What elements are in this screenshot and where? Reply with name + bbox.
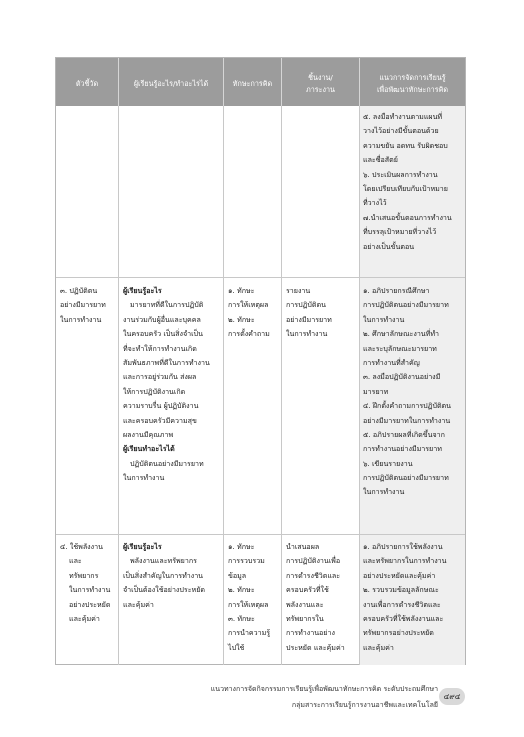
text-line: การทำงานอย่างมีมารยาท	[363, 444, 442, 454]
text-line: ในการทำงาน	[60, 314, 102, 324]
row-divider	[56, 277, 465, 278]
text-line: ผลงานมีคุณภาพ	[123, 429, 174, 439]
text-line: ๔. ใช้พลังงาน	[60, 542, 103, 551]
text-line: ให้การปฏิบัติงานเกิด	[123, 386, 186, 396]
text-line: ๖. ประเมินผลการทำงาน	[363, 169, 438, 179]
text-line: การให้เหตุผล	[228, 599, 269, 609]
text-line: ความขยัน อดทน รับผิดชอบ	[363, 140, 448, 150]
text-line: ประหยัด และคุ้มค่า	[286, 642, 345, 652]
text-line: ในครอบครัว เป็นสิ่งจำเป็น	[123, 329, 203, 339]
text-line: งานร่วมกับผู้อื่นและบุคคล	[123, 314, 201, 324]
text-line: ๓. ปฏิบัติตน	[60, 286, 98, 295]
text-line: ที่บรรลุเป้าหมายที่วางไว้	[363, 227, 437, 237]
table-row-2-learning	[123, 540, 205, 612]
text-line: ในการทำงาน	[363, 487, 405, 497]
text-line: อย่างประหยัด	[69, 599, 111, 609]
header-approach	[360, 58, 465, 106]
text-line: ผู้เรียนรู้อะไร	[123, 286, 162, 295]
text-line: ภาระงาน	[306, 85, 335, 94]
table-row-1-task	[286, 284, 332, 342]
text-line: และคุ้มค่า	[69, 613, 100, 623]
text-line: ผู้เรียนทำอะไรได้	[123, 444, 175, 454]
text-line: การนำความรู้	[228, 628, 271, 638]
header-task	[282, 58, 360, 106]
footer-subtitle: กลุ่มสาระการเรียนรู้การงานอาชีพและเทคโนโลยี	[291, 701, 438, 709]
text-line: ๕. ลงมือทำงานตามแผนที่	[363, 112, 443, 121]
text-line: อย่างประหยัดและคุ้มค่า	[363, 570, 436, 580]
text-line: การตั้งคำถาม	[228, 329, 270, 339]
text-line: การรวบรวม	[228, 556, 265, 566]
text-line: ตัวชี้วัด	[75, 79, 99, 88]
text-line: ๑. ทักษะ	[228, 286, 255, 295]
table-row-0-approach	[363, 110, 452, 254]
text-line: และคุ้มค่า	[123, 599, 154, 609]
table-row-2-thinking-skill	[228, 540, 270, 655]
text-line: ในการทำงาน	[69, 585, 111, 595]
text-line: และระบุลักษณะมารยาท	[363, 343, 437, 353]
text-line: มารยาท	[363, 386, 389, 396]
text-line: ความราบรื่น ผู้ปฏิบัติงาน	[123, 401, 199, 411]
text-line: งานเพื่อการดำรงชีวิตและ	[363, 599, 441, 609]
text-line: ครอบครัวที่ใช้	[286, 585, 329, 595]
text-line: การปฏิบัติตนอย่างมีมารยาท	[363, 473, 449, 483]
table-row-1-learning	[123, 284, 210, 485]
text-line: ๔. ฝึกตั้งคำถามการปฏิบัติตน	[363, 401, 452, 411]
text-line: เพื่อพัฒนาทักษะการคิด	[376, 85, 449, 94]
text-line: ๒. ทักษะ	[228, 585, 255, 595]
text-line: การทำงานอย่าง	[286, 628, 335, 638]
text-line: ๒. ทักษะ	[228, 314, 255, 324]
text-line: ทรัพยากร	[69, 570, 99, 580]
text-line: วางไว้อย่างมีขั้นตอนด้วย	[363, 126, 439, 136]
text-line: โดยเปรียบเทียบกับเป้าหมาย	[363, 183, 448, 193]
text-line: ในการทำงาน	[363, 314, 405, 324]
text-line: และคุ้มค่า	[363, 642, 394, 652]
text-line: ผู้เรียนรู้อะไร/ทำอะไรได้	[133, 79, 209, 88]
text-line: ๒. ศึกษาลักษณะงานที่ทำ	[363, 329, 439, 339]
text-line: แนวการจัดการเรียนรู้	[379, 73, 446, 82]
text-line: ข้อมูล	[228, 570, 247, 580]
text-line: ที่จะทำให้การทำงานเกิด	[123, 343, 197, 353]
text-line: อย่างเป็นขั้นตอน	[363, 241, 415, 251]
table-row-2-task	[286, 540, 345, 655]
text-line: ปฏิบัติตนอย่างมีมารยาท	[130, 458, 204, 468]
text-line: มารยาทที่ดีในการปฏิบัติ	[130, 300, 204, 310]
text-line: ๕. อภิปรายผลที่เกิดขึ้นจาก	[363, 429, 445, 439]
text-line: การปฏิบัติงานเพื่อ	[286, 556, 341, 566]
text-line: การให้เหตุผล	[228, 300, 269, 310]
text-line: ในการทำงาน	[286, 329, 328, 339]
text-line: ไปใช้	[228, 642, 245, 652]
text-line: ๓. ลงมือปฏิบัติงานอย่างมี	[363, 372, 441, 382]
text-line: ชิ้นงาน/	[308, 73, 333, 82]
text-line: การดำรงชีวิตและ	[286, 570, 341, 580]
text-line: และซื่อสัตย์	[363, 155, 398, 165]
text-line: ๑. อภิปรายการใช้พลังงาน	[363, 542, 443, 551]
header-learning	[119, 58, 224, 106]
text-line: สัมพันธภาพที่ดีในการทำงาน	[123, 357, 210, 367]
text-line: และการอยู่ร่วมกัน ส่งผล	[123, 372, 197, 382]
text-line: ผู้เรียนรู้อะไร	[123, 542, 162, 551]
text-line: ๒. รวบรวมข้อมูลลักษณะ	[363, 585, 439, 595]
text-line: รายงาน	[286, 286, 311, 295]
text-line: นำเสนอผล	[286, 542, 320, 551]
table-row-1-approach	[363, 284, 451, 500]
table-header	[56, 58, 465, 106]
header-indicator	[56, 58, 119, 106]
text-line: และ	[69, 556, 82, 566]
table-row-2-indicator	[60, 540, 110, 626]
text-line: ทรัพยากรใน	[286, 613, 324, 623]
text-line: อย่างมีมารยาท	[286, 314, 332, 324]
footer-title: แนวทางการจัดกิจกรรมการเรียนรู้เพื่อพัฒนาทักษะการคิด ระดับประถมศึกษา	[210, 685, 438, 693]
text-line: และครอบครัวมีความสุข	[123, 415, 197, 425]
table-row-1-thinking-skill	[228, 284, 270, 342]
text-line: ๗.นำเสนอขั้นตอนการทำงาน	[363, 212, 452, 222]
text-line: อย่างมีมารยาท	[60, 300, 106, 310]
page-number: ๔๙๔	[439, 688, 465, 705]
text-line: ทักษะการคิด	[232, 79, 273, 88]
text-line: อย่างมีมารยาทในการทำงาน	[363, 415, 451, 425]
text-line: การปฏิบัติตน	[286, 300, 326, 310]
text-line: ในการทำงาน	[123, 473, 165, 483]
curriculum-table	[55, 57, 466, 665]
text-line: เป็นสิ่งสำคัญในการทำงาน	[123, 570, 204, 580]
text-line: และทรัพยากรในการทำงาน	[363, 556, 447, 566]
text-line: ๑. ทักษะ	[228, 542, 255, 551]
text-line: ๖. เขียนรายงาน	[363, 458, 413, 468]
row-divider	[56, 534, 465, 535]
text-line: ทรัพยากรอย่างประหยัด	[363, 628, 434, 638]
header-thinking-skill	[224, 58, 282, 106]
text-line: ที่วางไว้	[363, 198, 387, 208]
table-row-2-approach	[363, 540, 447, 655]
text-line: ๑. อภิปรายกรณีศึกษา	[363, 286, 430, 295]
table-row-1-indicator	[60, 284, 106, 327]
text-line: ๓. ทักษะ	[228, 613, 255, 623]
text-line: จำเป็นต้องใช้อย่างประหยัด	[123, 585, 205, 595]
text-line: การทำงานที่สำคัญ	[363, 357, 420, 367]
text-line: พลังงานและ	[286, 599, 324, 609]
text-line: การปฏิบัติตนอย่างมีมารยาท	[363, 300, 449, 310]
text-line: ครอบครัวที่ใช้พลังงานและ	[363, 613, 444, 623]
text-line: พลังงานและทรัพยากร	[130, 556, 197, 566]
